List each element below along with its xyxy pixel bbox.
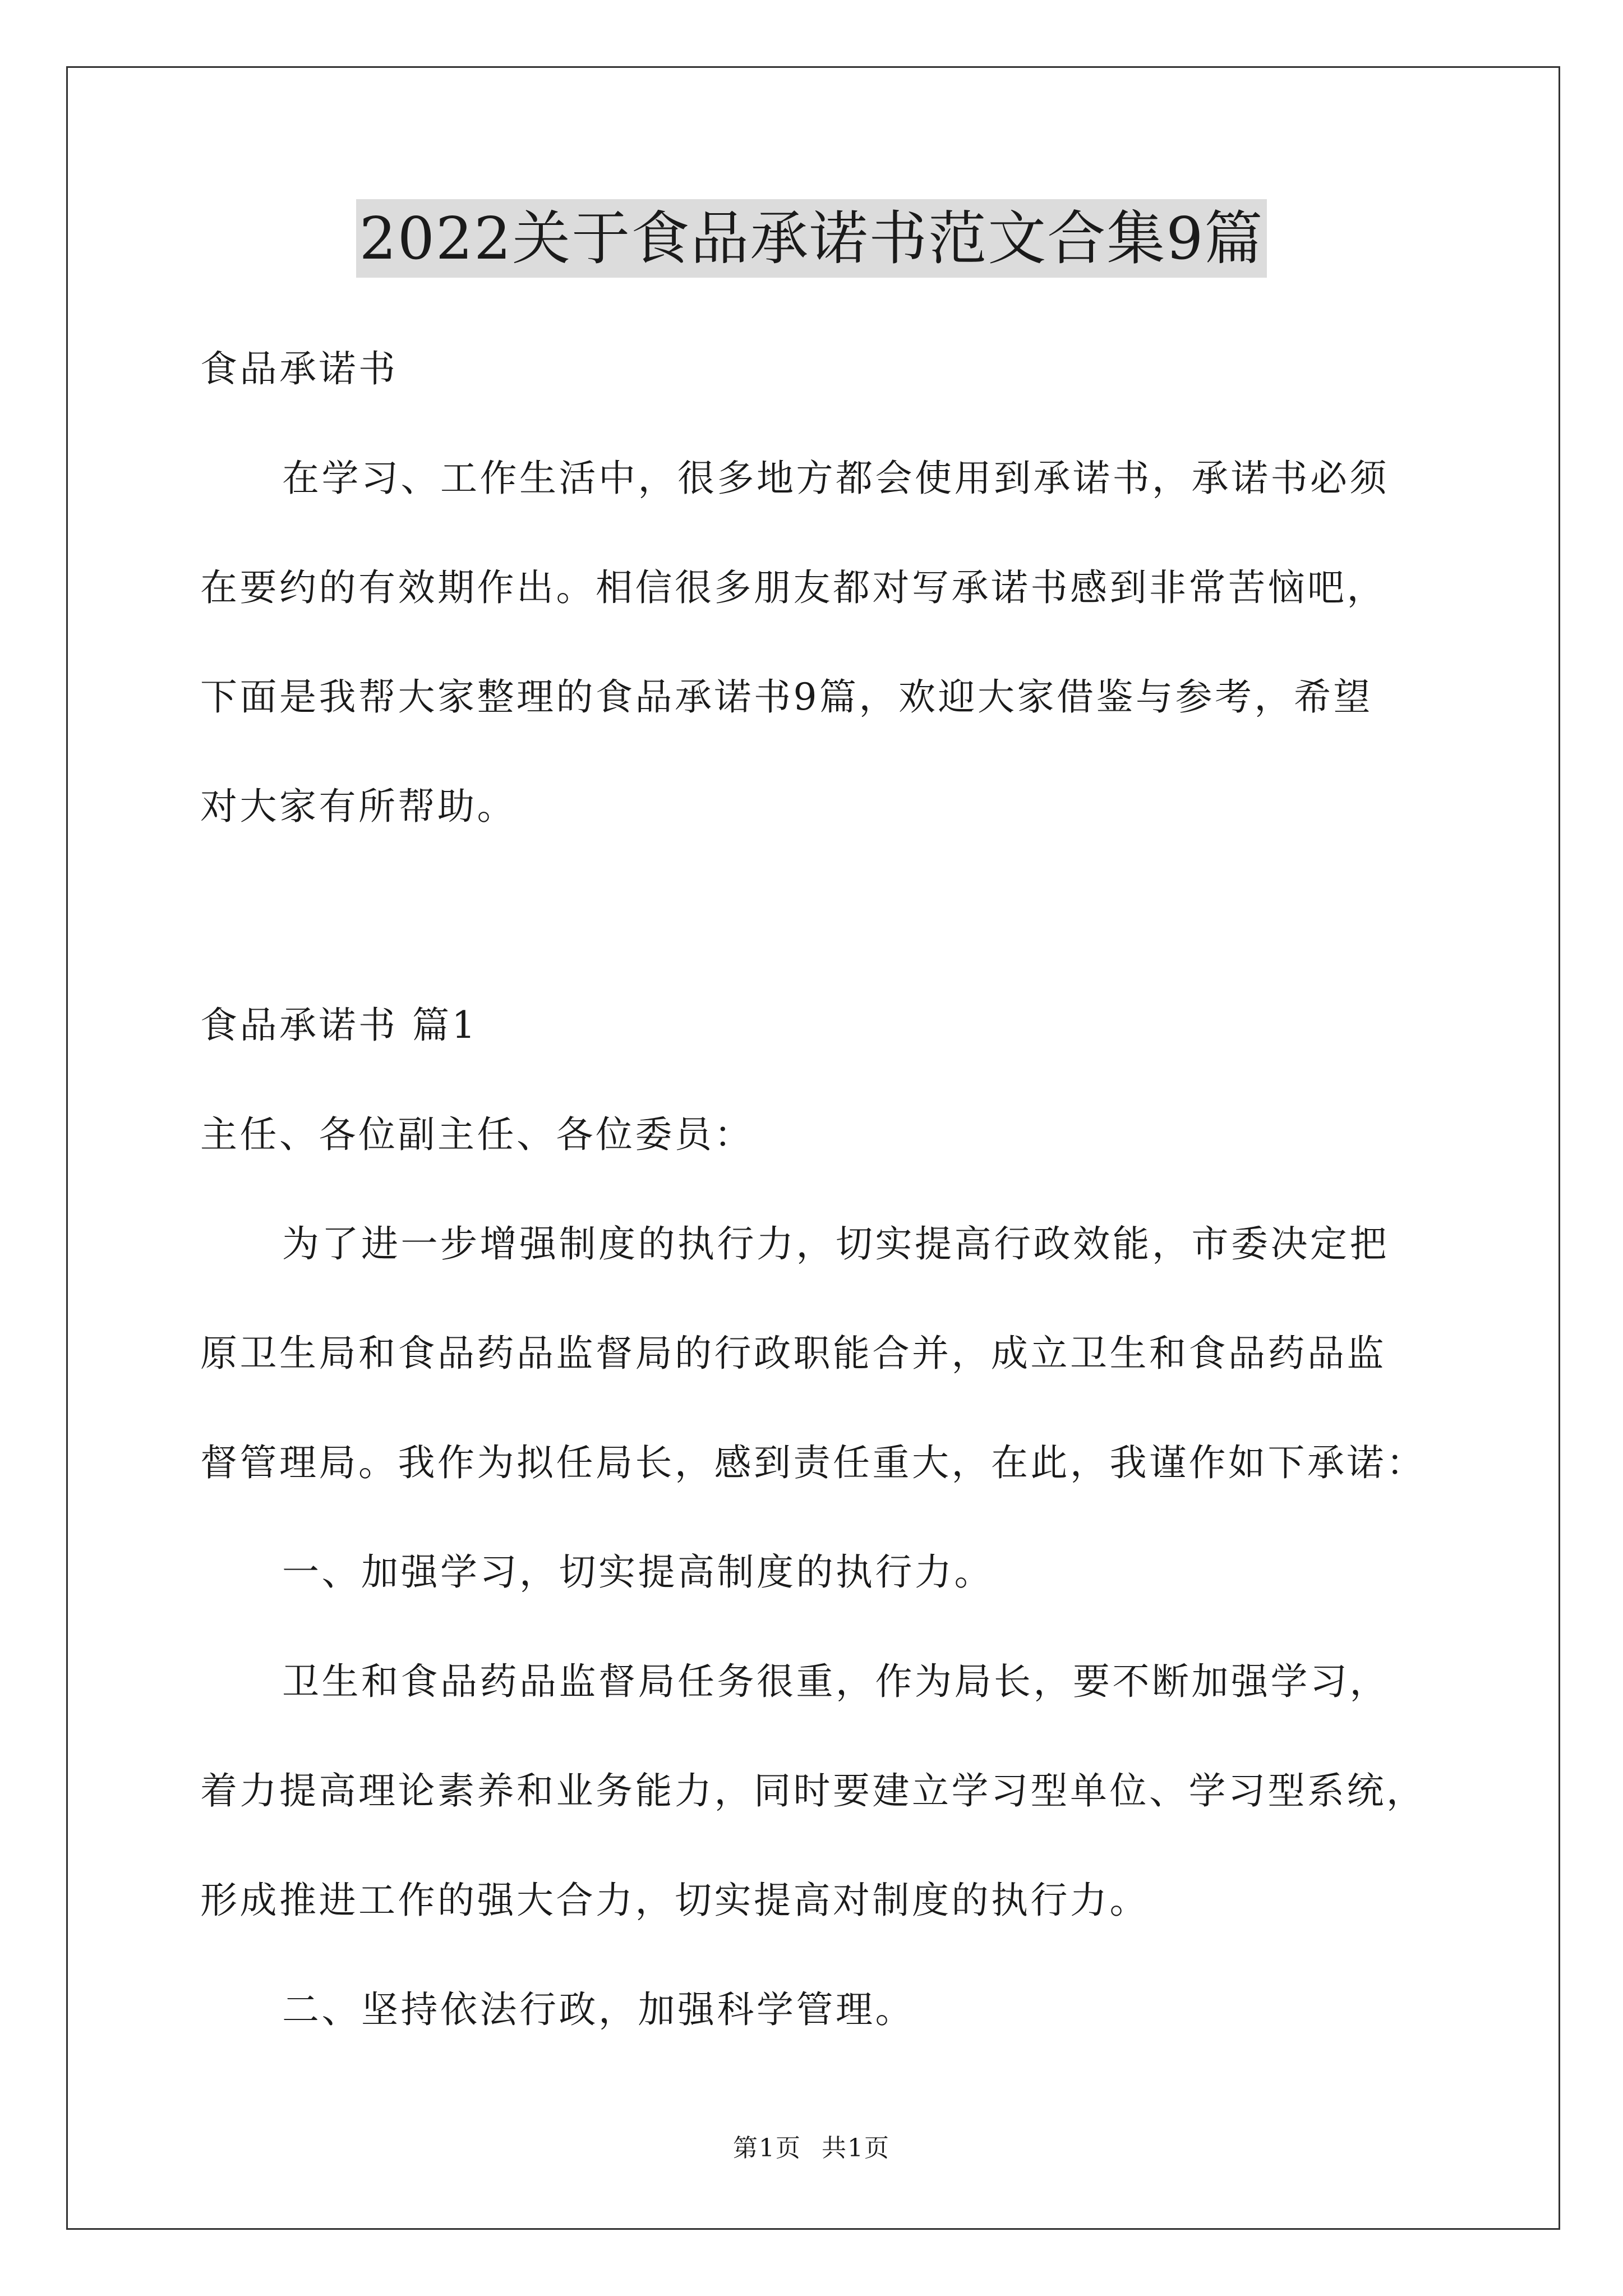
text-line: 原卫生局和食品药品监督局的行政职能合并，成立卫生和食品药品监 (200, 1332, 1386, 1375)
text-line: 在要约的有效期作出。相信很多朋友都对写承诺书感到非常苦恼吧， (200, 566, 1386, 609)
page-footer (0, 2132, 1623, 2165)
text-line: 督管理局。我作为拟任局长，感到责任重大，在此，我谨作如下承诺： (200, 1441, 1426, 1484)
title-container (0, 199, 1623, 278)
document-title: 2022关于食品承诺书范文合集9篇 (356, 199, 1267, 278)
page-total: 共1页 (822, 2134, 890, 2162)
text-line: 形成推进工作的强大合力，切实提高对制度的执行力。 (200, 1879, 1149, 1922)
text-line: 下面是我帮大家整理的食品承诺书9篇，欢迎大家借鉴与参考，希望 (200, 675, 1373, 719)
text-line: 二、坚持依法行政，加强科学管理。 (282, 1988, 915, 2031)
text-line: 为了进一步增强制度的执行力，切实提高行政效能，市委决定把 (282, 1222, 1389, 1266)
text-line: 卫生和食品药品监督局任务很重，作为局长，要不断加强学习， (282, 1660, 1389, 1703)
text-line: 食品承诺书 (200, 347, 398, 390)
text-line: 主任、各位副主任、各位委员： (200, 1113, 754, 1156)
text-line: 对大家有所帮助。 (200, 785, 517, 828)
page-number: 第1页 (733, 2134, 801, 2162)
text-line: 着力提高理论素养和业务能力，同时要建立学习型单位、学习型系统， (200, 1769, 1426, 1812)
text-line: 在学习、工作生活中，很多地方都会使用到承诺书，承诺书必须 (282, 457, 1389, 500)
text-line: 一、加强学习，切实提高制度的执行力。 (282, 1550, 994, 1594)
text-line: 食品承诺书 篇1 (200, 1004, 478, 1047)
